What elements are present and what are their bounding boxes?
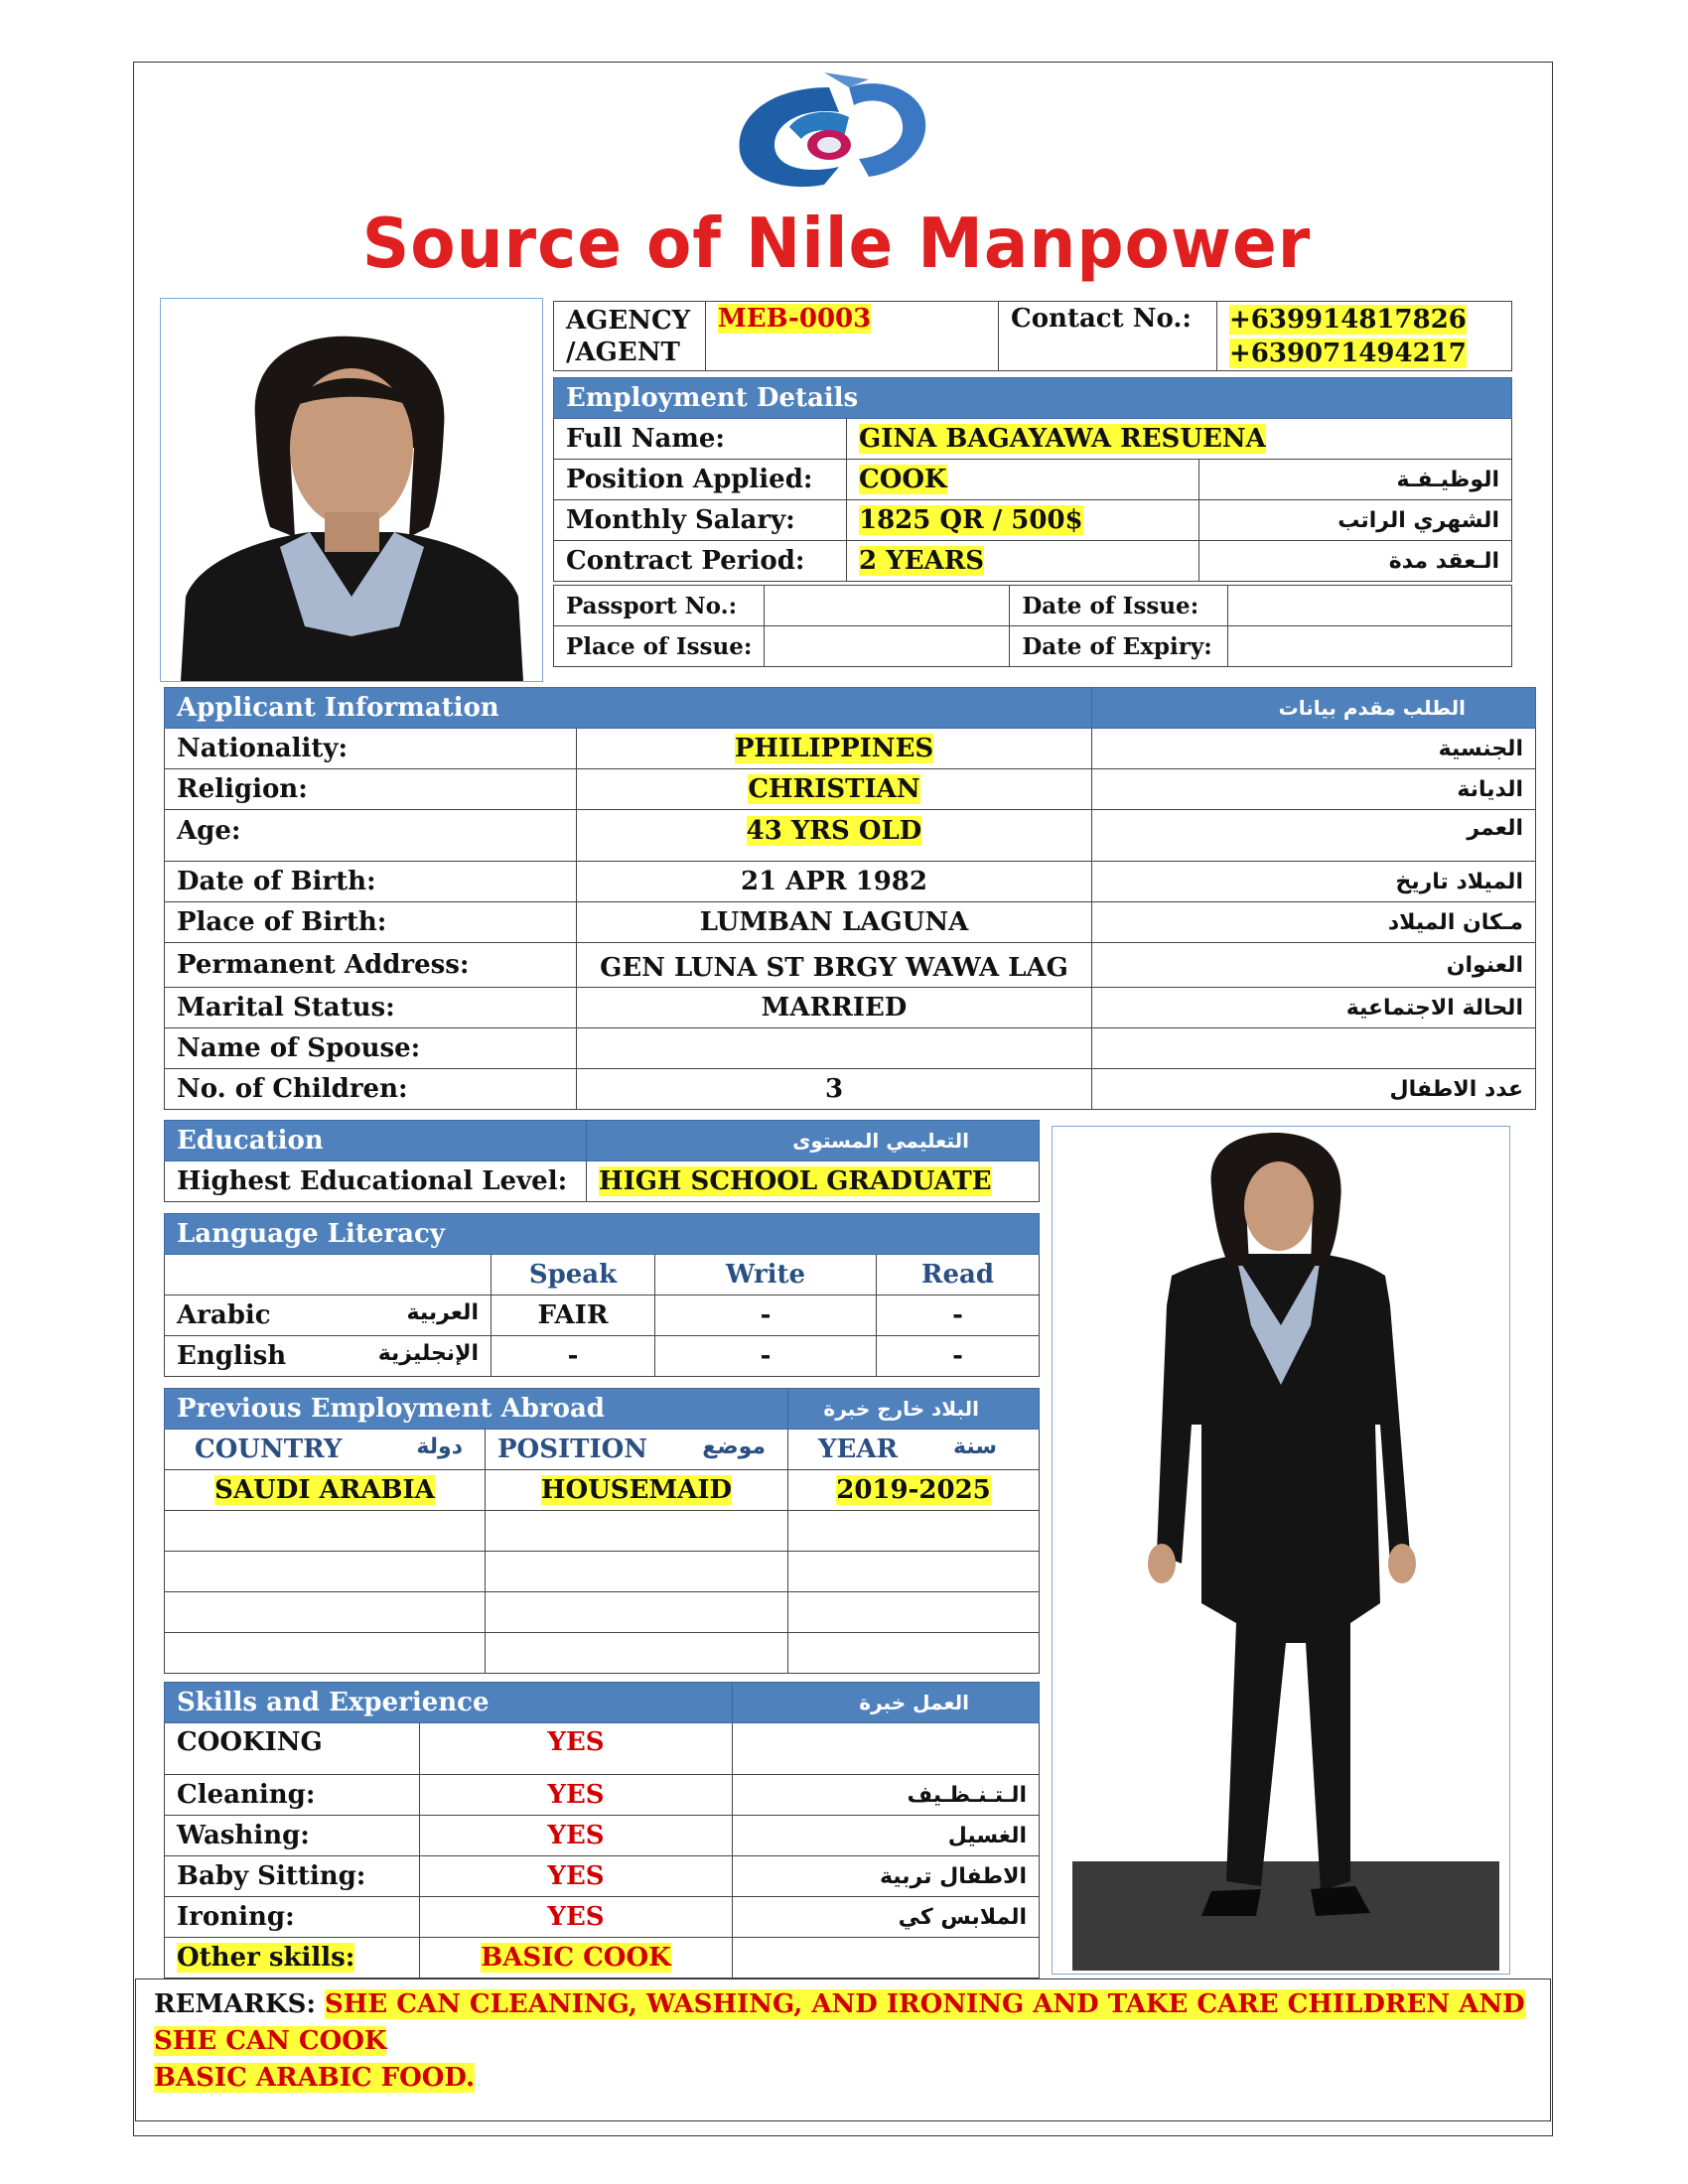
skills-table — [164, 1682, 1040, 1979]
empty-cell — [486, 1511, 788, 1552]
dob-value: 21 APR 1982 — [577, 862, 1092, 902]
remarks-text-line1: SHE CAN CLEANING, WASHING, AND IRONING AND TAKE CARE CHILDREN AND SHE CAN COOK — [154, 1989, 1525, 2056]
salary-cell — [847, 500, 1199, 541]
col-speak: Speak — [492, 1255, 655, 1296]
language-header: Language Literacy — [165, 1214, 1040, 1255]
empty-cell — [788, 1552, 1040, 1592]
prev-country: SAUDI ARABIA — [214, 1475, 435, 1505]
passport-table — [553, 585, 1512, 667]
empty-cell — [788, 1633, 1040, 1674]
applicant-label: Religion: — [165, 769, 577, 810]
language-name: English — [177, 1341, 287, 1371]
col-country-en: COUNTRY — [195, 1434, 343, 1464]
place-of-issue-label: Place of Issue: — [554, 626, 765, 667]
education-table — [164, 1120, 1040, 1202]
applicant-label: Nationality: — [165, 729, 577, 769]
language-name-arabic: العربية — [406, 1300, 479, 1325]
salary-label: Monthly Salary: — [554, 500, 847, 541]
place-of-birth-value: LUMBAN LAGUNA — [577, 902, 1092, 943]
col-position-en: POSITION — [497, 1434, 648, 1464]
applicant-arabic: الميلاد تاريخ — [1092, 862, 1536, 902]
skill-arabic: الاطفال تربية — [733, 1856, 1040, 1897]
agency-code: MEB-0003 — [718, 304, 872, 334]
prev-country-cell — [165, 1470, 486, 1511]
applicant-label: Age: — [165, 810, 577, 862]
issue-date-label: Date of Issue: — [1010, 586, 1228, 626]
empty-cell — [165, 1552, 486, 1592]
salary-value: 1825 QR / 500$ — [859, 505, 1083, 535]
col-country — [165, 1430, 486, 1470]
previous-header-arabic: البلاد خارج خبرة — [788, 1389, 1040, 1430]
applicant-value-cell — [577, 769, 1092, 810]
education-level-value: HIGH SCHOOL GRADUATE — [599, 1166, 992, 1196]
agency-table — [553, 301, 1512, 371]
skill-arabic: الـتـنـظـيف — [733, 1775, 1040, 1816]
applicant-arabic: الديانة — [1092, 769, 1536, 810]
language-corner — [165, 1255, 492, 1296]
prev-year-cell — [788, 1470, 1040, 1511]
education-header-arabic: التعليمي المستوى — [587, 1121, 1040, 1161]
position-value: COOK — [859, 465, 947, 494]
education-header: Education — [165, 1121, 587, 1161]
applicant-label: Date of Birth: — [165, 862, 577, 902]
contract-cell — [847, 541, 1199, 582]
col-year — [788, 1430, 1040, 1470]
read-value: - — [877, 1336, 1040, 1377]
applicant-arabic: العمر — [1092, 810, 1536, 862]
position-cell — [847, 460, 1199, 500]
applicant-header: Applicant Information — [165, 688, 1092, 729]
company-name: Source of Nile Manpower — [361, 204, 1312, 284]
full-name-value: GINA BAGAYAWA RESUENA — [859, 424, 1266, 454]
agency-label — [554, 302, 706, 371]
language-name: Arabic — [177, 1300, 271, 1330]
skill-value: YES — [420, 1897, 733, 1938]
language-name-cell — [165, 1296, 492, 1336]
applicant-arabic: الحالة الاجتماعية — [1092, 988, 1536, 1028]
applicant-label: Marital Status: — [165, 988, 577, 1028]
skill-arabic: الغسيل — [733, 1816, 1040, 1856]
empty-cell — [486, 1552, 788, 1592]
other-skills-label: Other skills: — [177, 1943, 355, 1973]
applicant-arabic: العنوان — [1092, 943, 1536, 988]
read-value: - — [877, 1296, 1040, 1336]
empty-cell — [486, 1633, 788, 1674]
religion-value: CHRISTIAN — [748, 774, 920, 804]
company-logo — [730, 68, 938, 197]
contact-number-1: +639914817826 — [1229, 304, 1467, 335]
empty-cell — [165, 1592, 486, 1633]
col-read: Read — [877, 1255, 1040, 1296]
col-position-ar: موضع — [702, 1434, 766, 1459]
salary-arabic: الشهري الراتب — [1199, 500, 1512, 541]
skill-value: YES — [420, 1856, 733, 1897]
marital-status-value: MARRIED — [577, 988, 1092, 1028]
language-name-cell — [165, 1336, 492, 1377]
contract-arabic: الـعقد مدة — [1199, 541, 1512, 582]
applicant-portrait-photo — [160, 298, 543, 682]
applicant-full-body-photo — [1052, 1126, 1510, 1975]
skill-value: YES — [420, 1816, 733, 1856]
expiry-date-label: Date of Expiry: — [1010, 626, 1228, 667]
empty-cell — [165, 1511, 486, 1552]
skill-label: Washing: — [165, 1816, 420, 1856]
agency-code-cell — [706, 302, 999, 371]
applicant-arabic: مـكان الميلاد — [1092, 902, 1536, 943]
remarks-label: REMARKS: — [154, 1989, 316, 2019]
applicant-value-cell — [577, 810, 1092, 862]
full-name-label: Full Name: — [554, 419, 847, 460]
skills-header-arabic: العمل خبرة — [733, 1683, 1040, 1723]
col-write: Write — [655, 1255, 877, 1296]
col-position — [486, 1430, 788, 1470]
contact-cell — [1217, 302, 1512, 371]
contract-value: 2 YEARS — [859, 546, 985, 576]
applicant-label: No. of Children: — [165, 1069, 577, 1110]
skills-header: Skills and Experience — [165, 1683, 733, 1723]
col-year-en: YEAR — [818, 1434, 899, 1464]
skill-label: Ironing: — [165, 1897, 420, 1938]
prev-position-cell — [486, 1470, 788, 1511]
passport-no-label: Passport No.: — [554, 586, 765, 626]
education-level-label: Highest Educational Level: — [165, 1161, 587, 1202]
applicant-arabic: عدد الاطفال — [1092, 1069, 1536, 1110]
applicant-value-cell — [577, 729, 1092, 769]
write-value: - — [655, 1296, 877, 1336]
applicant-arabic — [1092, 1028, 1536, 1069]
skill-label: Baby Sitting: — [165, 1856, 420, 1897]
position-arabic: الوظيـفـة — [1199, 460, 1512, 500]
employment-table — [553, 377, 1512, 582]
applicant-label: Place of Birth: — [165, 902, 577, 943]
skill-label: COOKING — [165, 1723, 420, 1775]
other-skills-label-cell — [165, 1938, 420, 1979]
contact-number-2: +639071494217 — [1229, 338, 1467, 368]
speak-value: - — [492, 1336, 655, 1377]
spouse-value — [577, 1028, 1092, 1069]
agency-label-line1: AGENCY — [566, 305, 691, 336]
prev-year: 2019-2025 — [836, 1475, 991, 1505]
passport-no-value — [765, 586, 1010, 626]
agency-label-line2: /AGENT — [566, 337, 680, 367]
address-value: GEN LUNA ST BRGY WAWA LAG — [577, 943, 1092, 988]
applicant-arabic: الجنسية — [1092, 729, 1536, 769]
language-table — [164, 1213, 1040, 1377]
empty-cell — [486, 1592, 788, 1633]
col-country-ar: دولة — [416, 1434, 463, 1459]
nationality-value: PHILIPPINES — [734, 734, 934, 763]
previous-header: Previous Employment Abroad — [165, 1389, 788, 1430]
education-level-cell — [587, 1161, 1040, 1202]
skill-arabic — [733, 1723, 1040, 1775]
applicant-label: Permanent Address: — [165, 943, 577, 988]
applicant-label: Name of Spouse: — [165, 1028, 577, 1069]
applicant-header-arabic: الطلب مقدم بيانات — [1092, 688, 1536, 729]
other-skills-value-cell — [420, 1938, 733, 1979]
empty-cell — [733, 1938, 1040, 1979]
position-label: Position Applied: — [554, 460, 847, 500]
language-name-arabic: الإنجليزية — [377, 1341, 479, 1366]
skill-label: Cleaning: — [165, 1775, 420, 1816]
contact-label: Contact No.: — [999, 302, 1217, 371]
issue-date-value — [1228, 586, 1512, 626]
empty-cell — [788, 1592, 1040, 1633]
expiry-date-value — [1228, 626, 1512, 667]
other-skills-value: BASIC COOK — [481, 1943, 671, 1973]
previous-employment-table — [164, 1388, 1040, 1674]
remarks — [154, 1986, 1534, 2097]
empty-cell — [165, 1633, 486, 1674]
skill-value: YES — [420, 1723, 733, 1775]
full-name-cell — [847, 419, 1512, 460]
employment-header: Employment Details — [554, 378, 1512, 419]
prev-position: HOUSEMAID — [540, 1475, 733, 1505]
children-value: 3 — [577, 1069, 1092, 1110]
speak-value: FAIR — [492, 1296, 655, 1336]
contract-label: Contract Period: — [554, 541, 847, 582]
skill-value: YES — [420, 1775, 733, 1816]
skill-arabic: الملابس كي — [733, 1897, 1040, 1938]
place-of-issue-value — [765, 626, 1010, 667]
write-value: - — [655, 1336, 877, 1377]
remarks-text-line2: BASIC ARABIC FOOD. — [154, 2063, 476, 2093]
empty-cell — [788, 1511, 1040, 1552]
col-year-ar: سنة — [953, 1434, 997, 1459]
applicant-table — [164, 687, 1536, 1110]
age-value: 43 YRS OLD — [746, 816, 922, 846]
